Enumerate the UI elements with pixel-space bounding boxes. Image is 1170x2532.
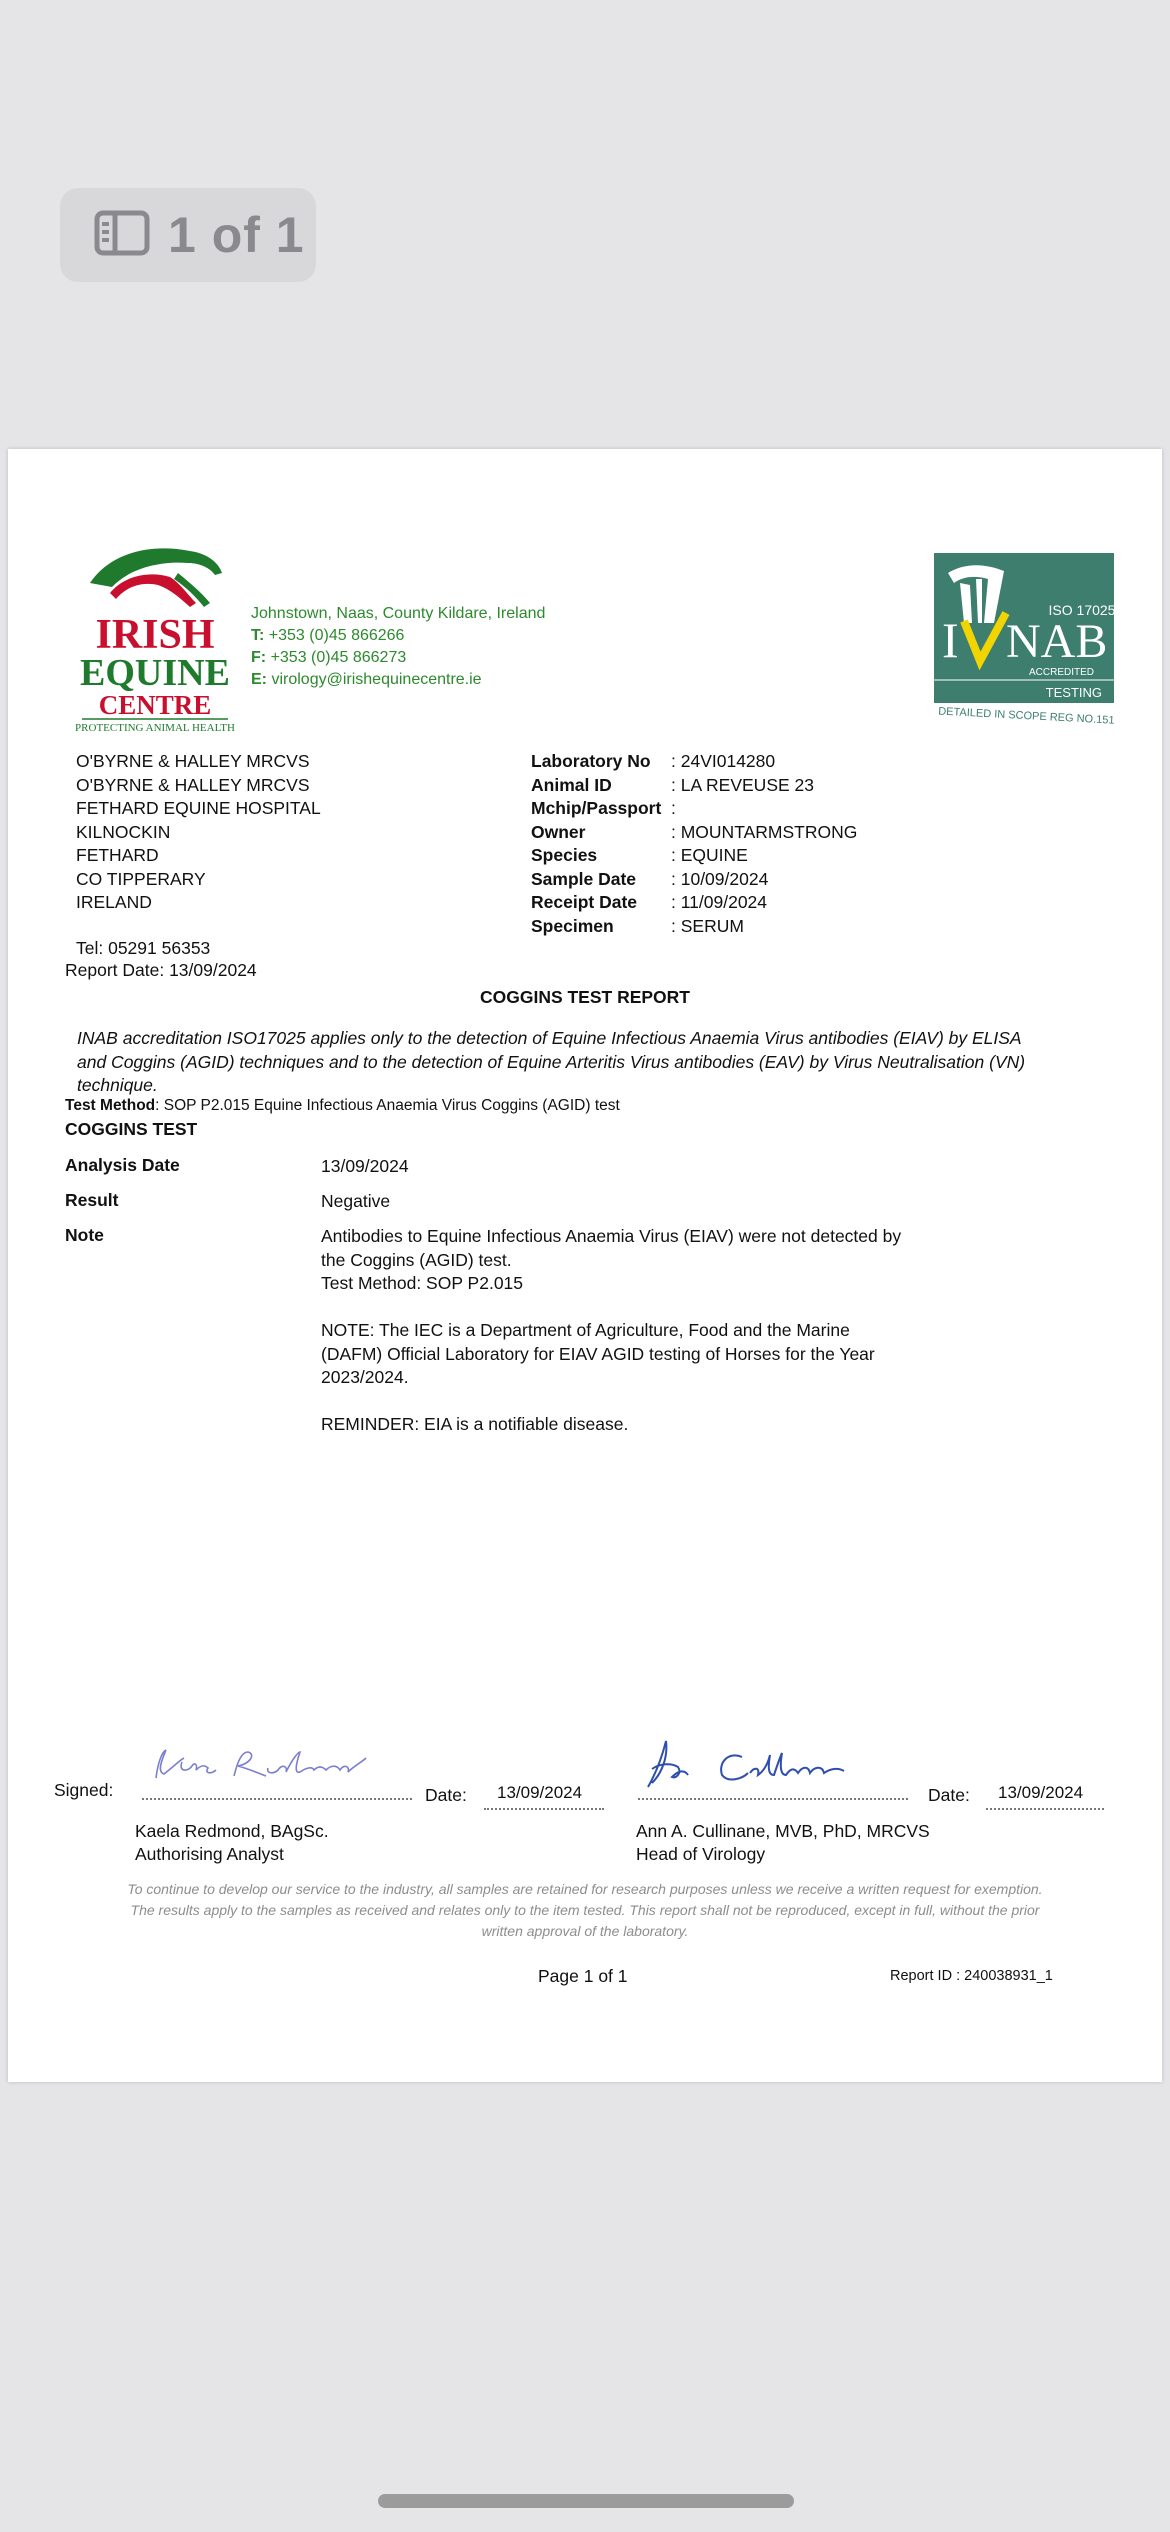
test-method: Test Method: SOP P2.015 Equine Infectious Anaemia Virus Coggins (AGID) test [65, 1097, 620, 1114]
svg-text:TESTING: TESTING [1045, 685, 1102, 700]
address-line: CO TIPPERARY [76, 868, 206, 889]
svg-text:ISO 17025: ISO 17025 [1048, 602, 1114, 618]
address-line: FETHARD EQUINE HOSPITAL [76, 798, 321, 818]
page-counter: 1 of 1 [168, 207, 305, 263]
recipient-tel: Tel: 05291 56353 [76, 938, 211, 958]
date-line-right [986, 1808, 1104, 1810]
svg-text:CENTRE: CENTRE [98, 690, 212, 720]
lab-email: E: virology@irishequinecentre.ie [251, 671, 482, 688]
address-line: FETHARD [76, 845, 159, 865]
report-title: COGGINS TEST REPORT [479, 987, 691, 1007]
page-counter-pill[interactable] [60, 188, 316, 282]
result-label: Result [65, 1190, 119, 1210]
document-page [8, 449, 1162, 2082]
svg-text:I: I [942, 612, 959, 668]
inab-accreditation-logo [924, 553, 1114, 738]
home-indicator[interactable] [378, 2494, 794, 2508]
date-label-left: Date: [425, 1785, 467, 1805]
lab-info-row: Mchip/Passport : [531, 798, 676, 818]
signed-label: Signed: [54, 1780, 114, 1800]
svg-text:IRISH: IRISH [95, 612, 215, 658]
address-line: O'BYRNE & HALLEY MRCVS [76, 751, 310, 771]
note-label: Note [65, 1225, 104, 1245]
signature-date-left: 13/09/2024 [497, 1783, 583, 1802]
lab-contact-details [251, 603, 545, 691]
svg-text:PROTECTING ANIMAL HEALTH: PROTECTING ANIMAL HEALTH [75, 722, 235, 733]
irish-equine-centre-logo [70, 513, 240, 738]
lab-info-row: Owner : MOUNTARMSTRONG [531, 821, 858, 842]
signer-right-role: Head of Virology [636, 1844, 766, 1864]
analysis-date-value: 13/09/2024 [321, 1156, 409, 1176]
lab-address: Johnstown, Naas, County Kildare, Ireland [251, 605, 546, 622]
signer-left-role: Authorising Analyst [135, 1844, 284, 1864]
date-label-right: Date: [928, 1785, 970, 1805]
address-line: O'BYRNE & HALLEY MRCVS [76, 774, 310, 795]
signature-line-right [638, 1798, 908, 1800]
page-number: Page 1 of 1 [538, 1966, 628, 1986]
lab-info-row: Animal ID : LA REVEUSE 23 [531, 774, 814, 795]
signature-date-right: 13/09/2024 [998, 1783, 1084, 1802]
lab-fax: F: +353 (0)45 866273 [251, 649, 407, 666]
report-date: Report Date: 13/09/2024 [65, 960, 257, 980]
recipient-address [76, 750, 321, 915]
report-id: Report ID : 240038931_1 [890, 1968, 1053, 1984]
section-title: COGGINS TEST [65, 1119, 198, 1139]
signature-right [638, 1733, 878, 1798]
signer-right [636, 1820, 930, 1866]
signer-left-name: Kaela Redmond, BAgSc. [135, 1821, 329, 1841]
sidebar-icon[interactable] [94, 210, 150, 261]
signature-left [142, 1742, 372, 1797]
svg-text:ACCREDITED: ACCREDITED [1028, 667, 1094, 678]
signer-left [135, 1820, 329, 1866]
lab-info-row: Specimen : SERUM [531, 915, 744, 936]
address-line: IRELAND [76, 892, 152, 912]
lab-info-row: Species : EQUINE [531, 845, 748, 865]
inab-accreditation-note: INAB accreditation ISO17025 applies only to the detection of Equine Infectious Anaemia Virus antibodies (EIAV) by ELISA and Coggins (AGID) techniques and to the detection of Equine Arteritis Virus antibodies (EAV) by Virus Neutralisation (VN) technique. [77, 1028, 1026, 1095]
disclaimer: To continue to develop our service to the industry, all samples are retained for research purposes unless we receive a written request for exemption. The results apply to the samples as received and relates only to the item tested. This report shall not be reproduced, except in full, without the prior written approval of the laboratory. [127, 1881, 1043, 1939]
lab-phone: T: +353 (0)45 866266 [251, 627, 405, 644]
lab-info-table [531, 750, 857, 938]
lab-info-row: Laboratory No : 24VI014280 [531, 751, 776, 771]
date-line-left [484, 1808, 604, 1810]
result-value: Negative [321, 1191, 391, 1211]
note-text: Antibodies to Equine Infectious Anaemia Virus (EIAV) were not detected by the Coggins (AGID) test. Test Method: SOP P2.015 NOTE: The IEC is a Department of Agriculture, Food and the Marine (DAFM) Official Laboratory for EIAV AGID testing of Horses for the Year 2023/2024. REMINDER: EIA is a notifiable disease. [321, 1226, 902, 1434]
lab-info-row: Receipt Date : 11/09/2024 [531, 892, 768, 912]
address-line: KILNOCKIN [76, 821, 171, 842]
svg-text:NAB: NAB [1006, 615, 1108, 668]
svg-text:DETAILED IN SCOPE REG NO.151T: DETAILED IN SCOPE REG NO.151T [937, 705, 1114, 728]
lab-info-row: Sample Date : 10/09/2024 [531, 868, 769, 889]
signature-line-left [142, 1798, 412, 1800]
signer-right-name: Ann A. Cullinane, MVB, PhD, MRCVS [636, 1821, 930, 1841]
analysis-date-label: Analysis Date [65, 1155, 180, 1175]
svg-text:EQUINE: EQUINE [80, 652, 230, 694]
